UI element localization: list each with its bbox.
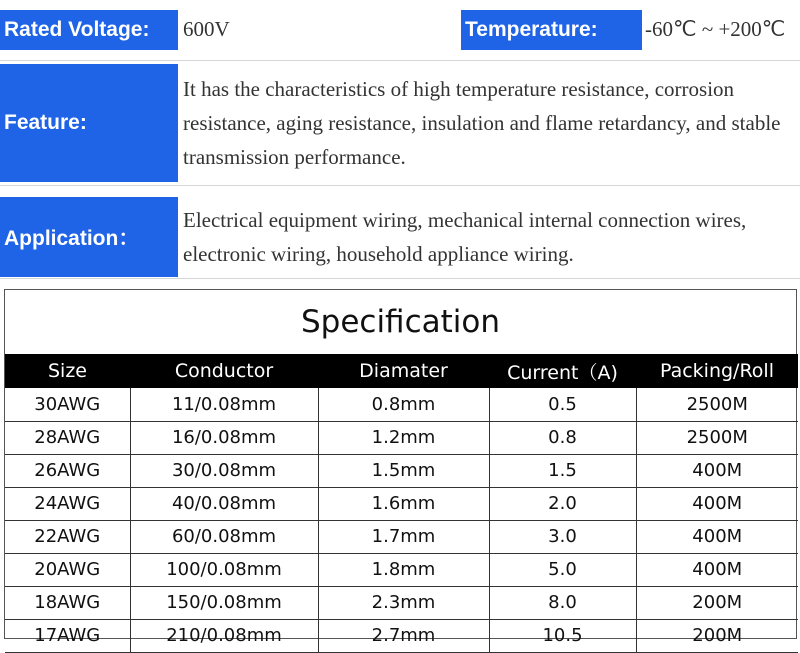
packing-cell: 200M — [636, 619, 798, 652]
diameter-cell: 1.2mm — [318, 421, 489, 454]
current-cell: 3.0 — [489, 520, 636, 553]
table-row — [5, 454, 798, 487]
divider — [0, 278, 800, 279]
size-cell: 24AWG — [5, 487, 130, 520]
temperature-label: Temperature: — [461, 10, 642, 50]
diameter-cell: 1.5mm — [318, 454, 489, 487]
current-cell: 0.8 — [489, 421, 636, 454]
size-cell: 18AWG — [5, 586, 130, 619]
table-body — [5, 388, 798, 652]
size-cell: 17AWG — [5, 619, 130, 652]
packing-cell: 400M — [636, 553, 798, 586]
diameter-cell: 2.7mm — [318, 619, 489, 652]
application-label: Application： — [0, 197, 178, 277]
conductor-cell: 100/0.08mm — [130, 553, 318, 586]
conductor-cell: 30/0.08mm — [130, 454, 318, 487]
divider — [0, 185, 800, 186]
conductor-cell: 40/0.08mm — [130, 487, 318, 520]
table-row — [5, 619, 798, 652]
packing-cell: 400M — [636, 487, 798, 520]
table-row — [5, 421, 798, 454]
header-conductor: Conductor — [130, 354, 318, 388]
packing-cell: 2500M — [636, 421, 798, 454]
current-cell: 5.0 — [489, 553, 636, 586]
feature-value: It has the characteristics of high temperature resistance, corrosion resistance, aging resistance, insulation and flame retardancy, and stable transmission performance. — [183, 77, 781, 169]
current-cell: 10.5 — [489, 619, 636, 652]
table-row — [5, 388, 798, 421]
rated-voltage-value: 600V — [183, 17, 230, 41]
packing-cell: 400M — [636, 520, 798, 553]
current-cell: 1.5 — [489, 454, 636, 487]
conductor-cell: 16/0.08mm — [130, 421, 318, 454]
packing-cell: 200M — [636, 586, 798, 619]
diameter-cell: 1.6mm — [318, 487, 489, 520]
rated-voltage-label: Rated Voltage: — [0, 10, 178, 50]
application-value: Electrical equipment wiring, mechanical internal connection wires, electronic wiring, household appliance wiring. — [183, 208, 747, 266]
diameter-cell: 2.3mm — [318, 586, 489, 619]
header-diameter: Diamater — [318, 354, 489, 388]
diameter-cell: 1.8mm — [318, 553, 489, 586]
header-current: Current（A) — [489, 354, 636, 388]
divider — [0, 60, 800, 61]
size-cell: 28AWG — [5, 421, 130, 454]
table-row — [5, 487, 798, 520]
header-packing: Packing/Roll — [636, 354, 798, 388]
size-cell: 26AWG — [5, 454, 130, 487]
conductor-cell: 210/0.08mm — [130, 619, 318, 652]
conductor-cell: 150/0.08mm — [130, 586, 318, 619]
specification-table — [5, 354, 798, 653]
table-row — [5, 586, 798, 619]
table-header-row — [5, 354, 798, 388]
table-row — [5, 520, 798, 553]
packing-cell: 400M — [636, 454, 798, 487]
size-cell: 20AWG — [5, 553, 130, 586]
conductor-cell: 11/0.08mm — [130, 388, 318, 421]
current-cell: 0.5 — [489, 388, 636, 421]
specification-title: Specification — [300, 304, 501, 340]
specification-table-container — [4, 289, 797, 646]
diameter-cell: 1.7mm — [318, 520, 489, 553]
size-cell: 22AWG — [5, 520, 130, 553]
header-size: Size — [5, 354, 130, 388]
table-row — [5, 553, 798, 586]
current-cell: 8.0 — [489, 586, 636, 619]
size-cell: 30AWG — [5, 388, 130, 421]
temperature-value: -60℃ ~ +200℃ — [645, 17, 786, 41]
conductor-cell: 60/0.08mm — [130, 520, 318, 553]
current-cell: 2.0 — [489, 487, 636, 520]
diameter-cell: 0.8mm — [318, 388, 489, 421]
packing-cell: 2500M — [636, 388, 798, 421]
feature-label: Feature: — [0, 64, 178, 182]
